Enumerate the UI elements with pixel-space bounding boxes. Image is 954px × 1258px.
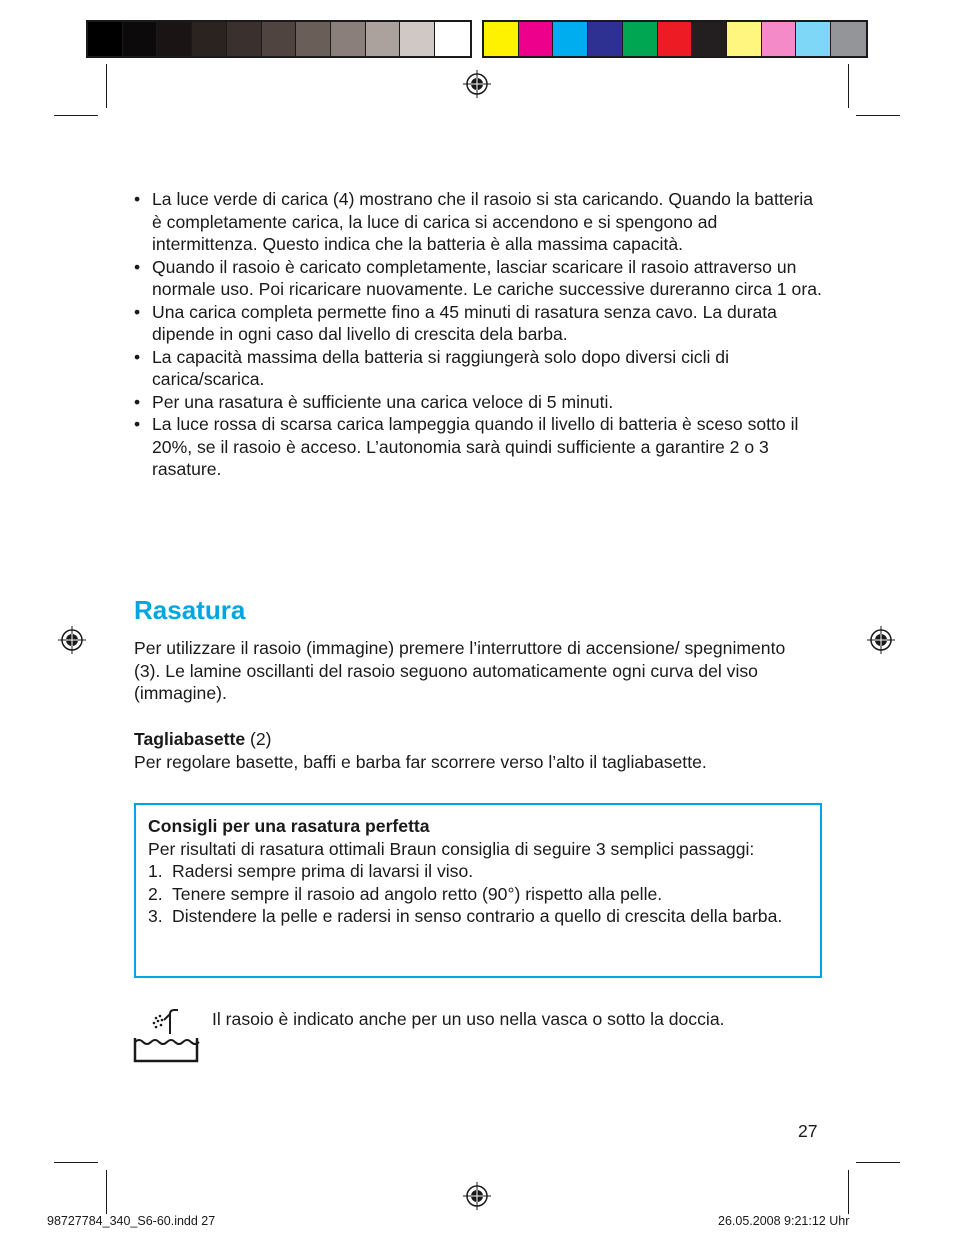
list-item: 3. Distendere la pelle e radersi in senso contrario a quello di crescita della barba. (148, 906, 783, 926)
page-number: 27 (798, 1121, 818, 1141)
tips-heading: Consigli per una rasatura perfetta (148, 816, 430, 836)
gray-swatch (192, 22, 227, 56)
bullet-icon: • (134, 256, 141, 277)
section-title: Rasatura (134, 595, 246, 625)
registration-mark-icon (463, 70, 491, 98)
trimmer-block (134, 728, 824, 773)
color-swatch (519, 22, 554, 56)
slug-file: 98727784_340_S6-60.indd 27 (47, 1214, 216, 1228)
gray-swatch (227, 22, 262, 56)
grayscale-bar (86, 20, 472, 58)
trimmer-heading: Tagliabasette (134, 729, 246, 749)
list-item: 1. Radersi sempre prima di lavarsi il viso. (148, 861, 474, 881)
bullet-icon: • (134, 301, 141, 322)
trimmer-text: Per regolare basette, baffi e barba far scorrere verso l’alto il tagliabasette. (134, 751, 707, 772)
color-swatch (553, 22, 588, 56)
color-swatch (727, 22, 762, 56)
bullet-icon: • (134, 189, 141, 209)
list-item: • Per una rasatura è sufficiente una carica veloce di 5 minuti. (134, 391, 614, 412)
gray-swatch (123, 22, 158, 56)
bullet-icon: • (134, 346, 141, 367)
crop-mark (856, 115, 900, 116)
slug-datetime: 26.05.2008 9:21:12 Uhr (718, 1214, 850, 1228)
color-swatch (484, 22, 519, 56)
list-item: • Quando il rasoio è caricato completamente, lasciar scaricare il rasoio attraverso un normale uso. Poi ricaricare nuovamente. Le cariche successive dureranno circa 1 ora. (134, 256, 822, 299)
color-swatch (658, 22, 693, 56)
shower-bath-icon (132, 1008, 200, 1064)
crop-mark (54, 1162, 98, 1163)
tips-intro: Per risultati di rasatura ottimali Braun consiglia di seguire 3 semplici passaggi: (148, 838, 755, 859)
crop-mark (106, 64, 107, 108)
list-item: • Una carica completa permette fino a 45 minuti di rasatura senza cavo. La durata dipende in ogni caso dal livello di crescita dela barba. (134, 301, 777, 344)
crop-mark (106, 1170, 107, 1214)
list-item: • La capacità massima della batteria si raggiungerà solo dopo diversi cicli di carica/scarica. (134, 346, 729, 389)
trimmer-ref: (2) (245, 729, 272, 749)
color-bar (482, 20, 868, 58)
gray-swatch (400, 22, 435, 56)
gray-swatch (157, 22, 192, 56)
color-swatch (831, 22, 866, 56)
crop-mark (54, 115, 98, 116)
tips-box (134, 803, 822, 978)
bullet-icon: • (134, 414, 141, 434)
crop-mark (856, 1162, 900, 1163)
color-swatch (796, 22, 831, 56)
crop-mark (848, 64, 849, 108)
water-note: Il rasoio è indicato anche per un uso nella vasca o sotto la doccia. (212, 1009, 725, 1029)
color-swatch (588, 22, 623, 56)
gray-swatch (88, 22, 123, 56)
tips-steps (148, 860, 808, 928)
color-swatch (762, 22, 797, 56)
color-swatch (623, 22, 658, 56)
list-item: 2. Tenere sempre il rasoio ad angolo retto (90°) rispetto alla pelle. (148, 883, 663, 904)
list-item: • La luce rossa di scarsa carica lampeggia quando il livello di batteria è sceso sotto il 20%, se il rasoio è acceso. L’autonomia sarà quindi sufficiente a garantire 2 o 3 rasature. (134, 414, 799, 479)
charging-info-list (134, 188, 824, 481)
gray-swatch (331, 22, 366, 56)
color-swatch (692, 22, 727, 56)
bullet-icon: • (134, 391, 141, 412)
gray-swatch (435, 22, 470, 56)
crop-mark (848, 1170, 849, 1214)
gray-swatch (262, 22, 297, 56)
registration-mark-icon (463, 1182, 491, 1210)
list-item: • La luce verde di carica (4) mostrano che il rasoio si sta caricando. Quando la batteria è completamente carica, la luce di carica si accendono e si spengono ad intermittenza. Questo indica che la batteria è alla massima capacità. (134, 189, 814, 254)
registration-mark-icon (867, 626, 895, 654)
gray-swatch (366, 22, 401, 56)
registration-mark-icon (58, 626, 86, 654)
shaving-intro: Per utilizzare il rasoio (immagine) premere l’interruttore di accensione/ spegnimento (3). Le lamine oscillanti del rasoio seguono automaticamente ogni curva del viso (immagine). (134, 638, 786, 703)
gray-swatch (296, 22, 331, 56)
